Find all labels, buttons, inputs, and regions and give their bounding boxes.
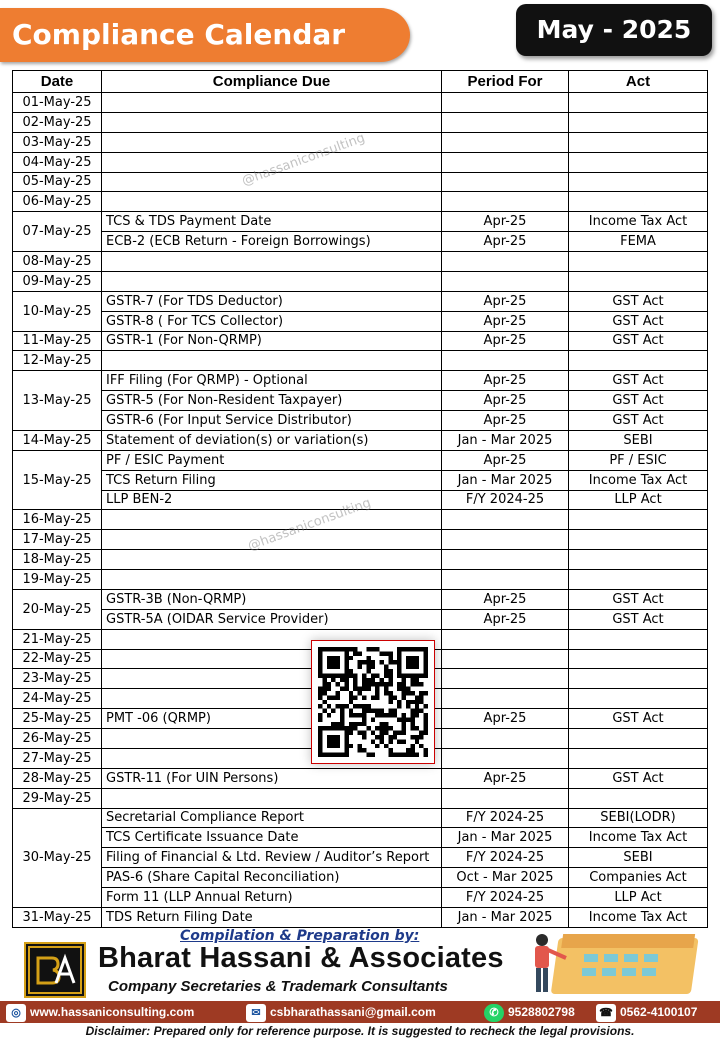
table-row: [13, 311, 708, 331]
table-row: [13, 589, 708, 609]
compliance-cell: [102, 788, 442, 808]
compliance-cell: PAS-6 (Share Capital Reconciliation): [102, 868, 442, 888]
compliance-cell: [102, 550, 442, 570]
table-row: [13, 530, 708, 550]
watermark-text: @hassaniconsulting: [246, 495, 374, 555]
period-cell: [442, 192, 569, 212]
act-cell: [569, 570, 708, 590]
compliance-cell: TCS & TDS Payment Date: [102, 212, 442, 232]
date-cell: 02-May-25: [13, 112, 102, 132]
period-cell: Oct - Mar 2025: [442, 868, 569, 888]
date-cell: 04-May-25: [13, 152, 102, 172]
compliance-cell: Form 11 (LLP Annual Return): [102, 888, 442, 908]
period-cell: [442, 649, 569, 669]
table-row: [13, 351, 708, 371]
period-cell: F/Y 2024-25: [442, 490, 569, 510]
table-row: [13, 907, 708, 927]
period-cell: [442, 788, 569, 808]
date-cell: 14-May-25: [13, 430, 102, 450]
compliance-cell: [102, 351, 442, 371]
compliance-cell: GSTR-5A (OIDAR Service Provider): [102, 609, 442, 629]
table-row: [13, 172, 708, 192]
act-cell: GST Act: [569, 411, 708, 431]
date-cell: 08-May-25: [13, 252, 102, 272]
table-row: [13, 391, 708, 411]
email-contact[interactable]: [246, 1001, 436, 1023]
period-cell: [442, 252, 569, 272]
compliance-cell: GSTR-5 (For Non-Resident Taxpayer): [102, 391, 442, 411]
date-cell: 29-May-25: [13, 788, 102, 808]
period-cell: Apr-25: [442, 232, 569, 252]
table-row: [13, 788, 708, 808]
table-row: [13, 271, 708, 291]
table-row: [13, 808, 708, 828]
contact-bar: [0, 1001, 720, 1023]
compliance-cell: [102, 252, 442, 272]
header-compliance: Compliance Due: [102, 71, 442, 93]
globe-icon: ◎: [6, 1004, 26, 1022]
firm-logo-icon: [24, 942, 86, 998]
date-cell: 22-May-25: [13, 649, 102, 669]
table-row: [13, 450, 708, 470]
act-cell: [569, 252, 708, 272]
period-cell: [442, 93, 569, 113]
whatsapp-icon: ✆: [484, 1004, 504, 1022]
compliance-cell: GSTR-3B (Non-QRMP): [102, 589, 442, 609]
compliance-cell: Secretarial Compliance Report: [102, 808, 442, 828]
website-contact[interactable]: [6, 1001, 194, 1023]
period-cell: Apr-25: [442, 311, 569, 331]
table-row: [13, 212, 708, 232]
act-cell: GST Act: [569, 331, 708, 351]
act-cell: [569, 748, 708, 768]
period-cell: F/Y 2024-25: [442, 848, 569, 868]
act-cell: [569, 788, 708, 808]
period-cell: [442, 152, 569, 172]
header-date: Date: [13, 71, 102, 93]
period-cell: Apr-25: [442, 450, 569, 470]
act-cell: Income Tax Act: [569, 212, 708, 232]
table-row: [13, 888, 708, 908]
table-row: [13, 291, 708, 311]
act-cell: [569, 629, 708, 649]
compliance-cell: [102, 192, 442, 212]
period-cell: Apr-25: [442, 709, 569, 729]
calendar-illustration-icon: [512, 928, 712, 1000]
compliance-cell: [102, 132, 442, 152]
qr-code-icon: [311, 640, 435, 764]
act-cell: Income Tax Act: [569, 828, 708, 848]
compliance-cell: [102, 510, 442, 530]
date-cell: 01-May-25: [13, 93, 102, 113]
compliance-cell: Statement of deviation(s) or variation(s): [102, 430, 442, 450]
act-cell: FEMA: [569, 232, 708, 252]
period-cell: [442, 689, 569, 709]
month-badge: May - 2025: [516, 4, 712, 56]
table-row: [13, 828, 708, 848]
act-cell: Companies Act: [569, 868, 708, 888]
period-cell: [442, 729, 569, 749]
date-cell: 18-May-25: [13, 550, 102, 570]
act-cell: GST Act: [569, 709, 708, 729]
table-row: [13, 411, 708, 431]
mobile-contact[interactable]: [484, 1001, 575, 1023]
header-act: Act: [569, 71, 708, 93]
act-cell: LLP Act: [569, 888, 708, 908]
date-cell: 20-May-25: [13, 589, 102, 629]
period-cell: Jan - Mar 2025: [442, 430, 569, 450]
date-cell: 24-May-25: [13, 689, 102, 709]
period-cell: Apr-25: [442, 212, 569, 232]
date-cell: 23-May-25: [13, 669, 102, 689]
table-row: [13, 768, 708, 788]
telephone-icon: ☎: [596, 1004, 616, 1022]
date-cell: 10-May-25: [13, 291, 102, 331]
compliance-cell: GSTR-1 (For Non-QRMP): [102, 331, 442, 351]
date-cell: 28-May-25: [13, 768, 102, 788]
act-cell: GST Act: [569, 311, 708, 331]
period-cell: [442, 550, 569, 570]
watermark-text: @hassaniconsulting: [240, 130, 368, 190]
act-cell: GST Act: [569, 768, 708, 788]
date-cell: 09-May-25: [13, 271, 102, 291]
table-row: [13, 252, 708, 272]
table-row: [13, 868, 708, 888]
act-cell: [569, 271, 708, 291]
compliance-cell: [102, 271, 442, 291]
act-cell: [569, 689, 708, 709]
compliance-cell: TCS Certificate Issuance Date: [102, 828, 442, 848]
compliance-cell: TCS Return Filing: [102, 470, 442, 490]
phone-text: 0562-4100107: [620, 1005, 698, 1019]
email-text: csbharathassani@gmail.com: [270, 1005, 436, 1019]
table-row: [13, 371, 708, 391]
period-cell: [442, 748, 569, 768]
act-cell: [569, 510, 708, 530]
compliance-cell: ECB-2 (ECB Return - Foreign Borrowings): [102, 232, 442, 252]
date-cell: 07-May-25: [13, 212, 102, 252]
act-cell: LLP Act: [569, 490, 708, 510]
mail-icon: ✉: [246, 1004, 266, 1022]
compliance-cell: [102, 112, 442, 132]
period-cell: Apr-25: [442, 371, 569, 391]
period-cell: [442, 629, 569, 649]
period-cell: F/Y 2024-25: [442, 888, 569, 908]
date-cell: 13-May-25: [13, 371, 102, 431]
date-cell: 27-May-25: [13, 748, 102, 768]
period-cell: Jan - Mar 2025: [442, 828, 569, 848]
date-cell: 12-May-25: [13, 351, 102, 371]
compliance-cell: [102, 93, 442, 113]
period-cell: [442, 351, 569, 371]
table-row: [13, 550, 708, 570]
act-cell: Income Tax Act: [569, 470, 708, 490]
table-row: [13, 112, 708, 132]
act-cell: SEBI: [569, 848, 708, 868]
date-cell: 21-May-25: [13, 629, 102, 649]
date-cell: 05-May-25: [13, 172, 102, 192]
compliance-cell: GSTR-6 (For Input Service Distributor): [102, 411, 442, 431]
period-cell: [442, 172, 569, 192]
firm-name: Bharat Hassani & Associates: [98, 942, 504, 974]
table-row: [13, 93, 708, 113]
compliance-cell: [102, 570, 442, 590]
act-cell: [569, 112, 708, 132]
act-cell: [569, 550, 708, 570]
table-row: [13, 609, 708, 629]
period-cell: Apr-25: [442, 589, 569, 609]
table-row: [13, 848, 708, 868]
act-cell: [569, 93, 708, 113]
act-cell: GST Act: [569, 609, 708, 629]
table-row: [13, 430, 708, 450]
compliance-cell: LLP BEN-2: [102, 490, 442, 510]
header-period: Period For: [442, 71, 569, 93]
date-cell: 17-May-25: [13, 530, 102, 550]
period-cell: [442, 112, 569, 132]
act-cell: GST Act: [569, 291, 708, 311]
period-cell: [442, 271, 569, 291]
period-cell: [442, 132, 569, 152]
act-cell: [569, 530, 708, 550]
period-cell: [442, 570, 569, 590]
act-cell: [569, 649, 708, 669]
date-cell: 06-May-25: [13, 192, 102, 212]
act-cell: PF / ESIC: [569, 450, 708, 470]
period-cell: [442, 510, 569, 530]
act-cell: [569, 351, 708, 371]
compliance-cell: PMT -06 (QRMP): [102, 709, 442, 729]
date-cell: 30-May-25: [13, 808, 102, 907]
act-cell: SEBI: [569, 430, 708, 450]
compliance-cell: IFF Filing (For QRMP) - Optional: [102, 371, 442, 391]
date-cell: 31-May-25: [13, 907, 102, 927]
period-cell: Apr-25: [442, 391, 569, 411]
compliance-cell: GSTR-11 (For UIN Persons): [102, 768, 442, 788]
date-cell: 25-May-25: [13, 709, 102, 729]
act-cell: [569, 729, 708, 749]
table-header-row: [13, 71, 708, 93]
period-cell: [442, 669, 569, 689]
act-cell: GST Act: [569, 589, 708, 609]
compliance-cell: Filing of Financial & Ltd. Review / Auditor’s Report: [102, 848, 442, 868]
table-row: [13, 152, 708, 172]
date-cell: 16-May-25: [13, 510, 102, 530]
phone-contact[interactable]: [596, 1001, 697, 1023]
table-row: [13, 232, 708, 252]
compliance-cell: GSTR-8 ( For TCS Collector): [102, 311, 442, 331]
act-cell: GST Act: [569, 391, 708, 411]
date-cell: 03-May-25: [13, 132, 102, 152]
date-cell: 11-May-25: [13, 331, 102, 351]
table-row: [13, 331, 708, 351]
period-cell: F/Y 2024-25: [442, 808, 569, 828]
period-cell: Apr-25: [442, 331, 569, 351]
table-row: [13, 192, 708, 212]
mobile-text: 9528802798: [508, 1005, 575, 1019]
act-cell: [569, 669, 708, 689]
period-cell: Apr-25: [442, 768, 569, 788]
compliance-cell: TDS Return Filing Date: [102, 907, 442, 927]
table-row: [13, 470, 708, 490]
website-text: www.hassaniconsulting.com: [30, 1005, 195, 1019]
act-cell: [569, 152, 708, 172]
compliance-cell: PF / ESIC Payment: [102, 450, 442, 470]
period-cell: Apr-25: [442, 609, 569, 629]
period-cell: [442, 530, 569, 550]
act-cell: Income Tax Act: [569, 907, 708, 927]
date-cell: 19-May-25: [13, 570, 102, 590]
compiled-by-label: Compilation & Preparation by:: [180, 928, 420, 944]
page-title: Compliance Calendar: [0, 8, 410, 62]
disclaimer: Disclaimer: Prepared only for reference purpose. It is suggested to recheck the legal provisions.: [85, 1024, 635, 1038]
date-cell: 15-May-25: [13, 450, 102, 510]
act-cell: SEBI(LODR): [569, 808, 708, 828]
period-cell: Jan - Mar 2025: [442, 470, 569, 490]
act-cell: [569, 132, 708, 152]
date-cell: 26-May-25: [13, 729, 102, 749]
act-cell: [569, 192, 708, 212]
compliance-cell: GSTR-7 (For TDS Deductor): [102, 291, 442, 311]
act-cell: [569, 172, 708, 192]
firm-subtitle: Company Secretaries & Trademark Consultants: [108, 978, 448, 995]
period-cell: Jan - Mar 2025: [442, 907, 569, 927]
table-row: [13, 570, 708, 590]
period-cell: Apr-25: [442, 411, 569, 431]
period-cell: Apr-25: [442, 291, 569, 311]
act-cell: GST Act: [569, 371, 708, 391]
